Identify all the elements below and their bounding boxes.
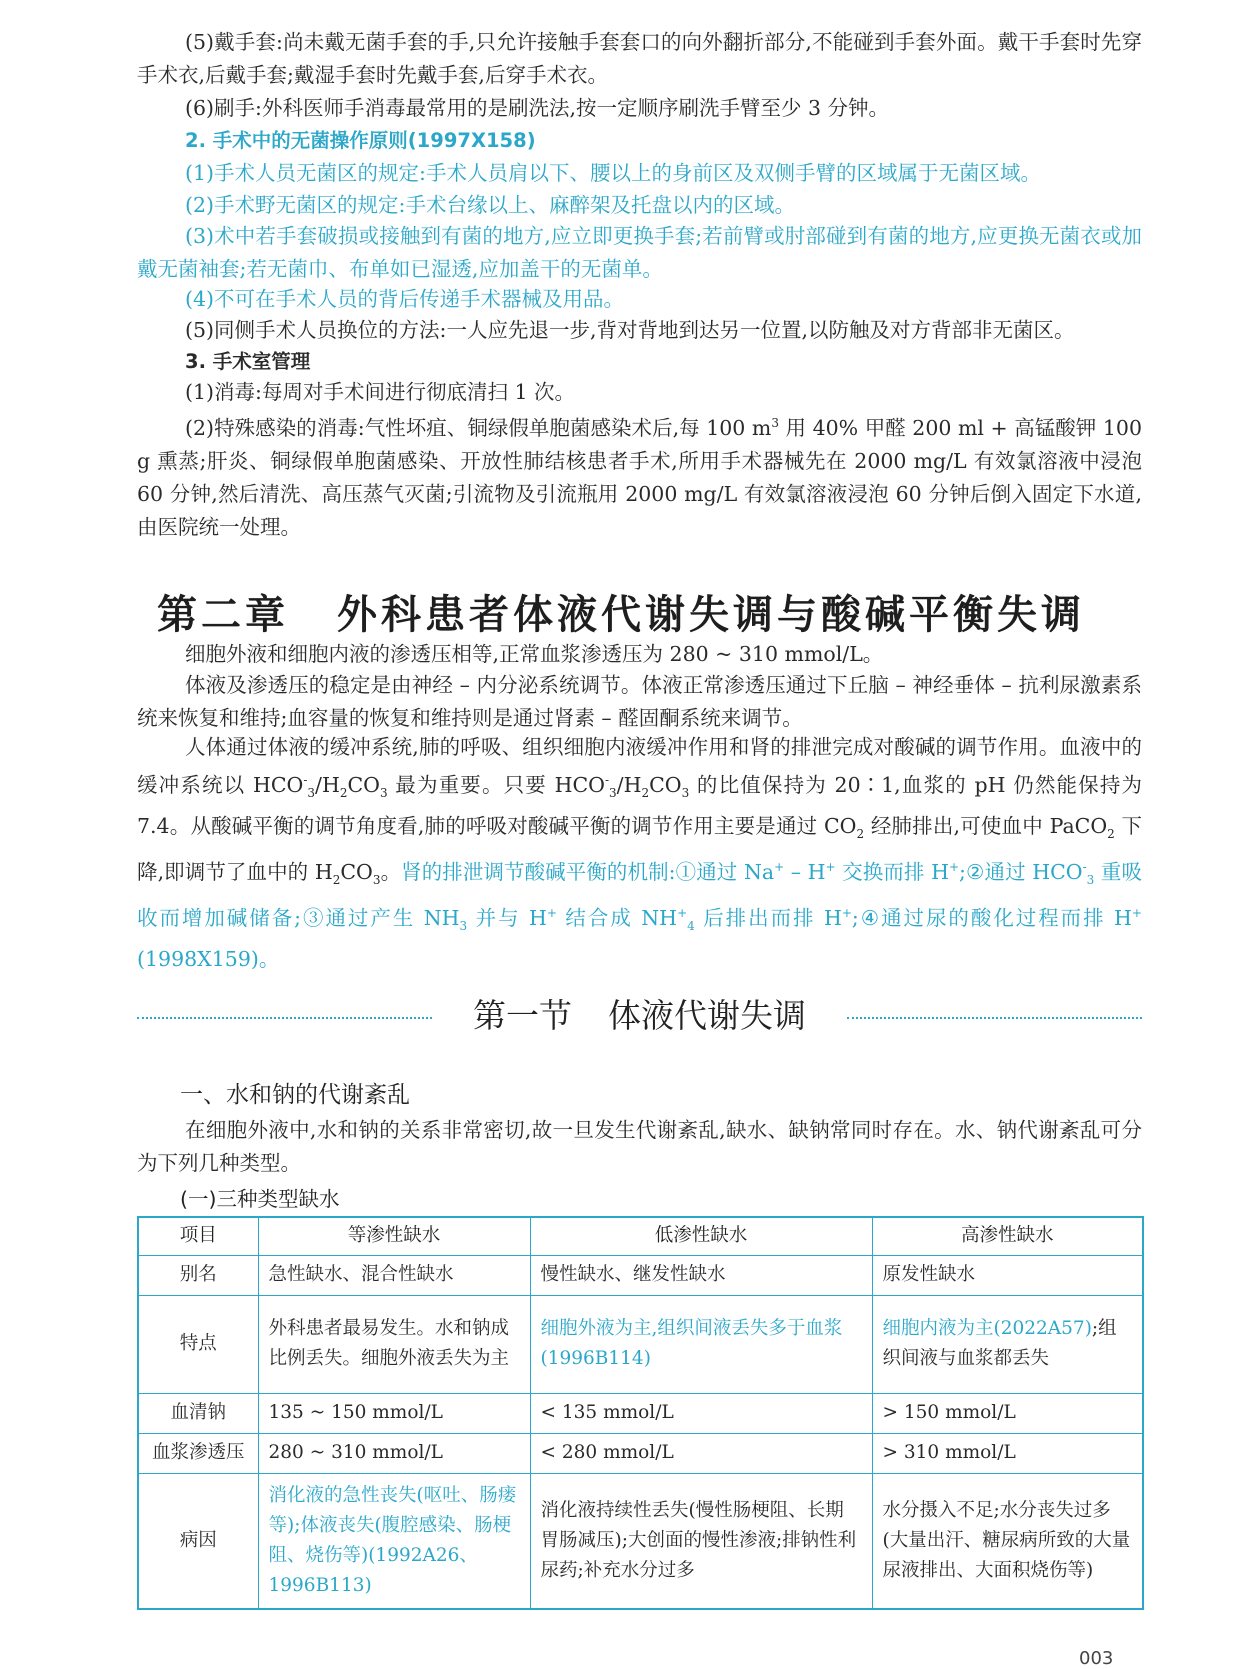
heading-dehydration-types: (一)三种类型缺水 (180, 1187, 340, 1211)
table-cell: 280 ~ 310 mmol/L (258, 1433, 530, 1473)
table-row (138, 1295, 1143, 1393)
table-header-cell: 项目 (138, 1217, 258, 1255)
table-row (138, 1473, 1143, 1609)
table-header-cell: 低渗性缺水 (530, 1217, 872, 1255)
table-cell: < 280 mmol/L (530, 1433, 872, 1473)
section-header (137, 990, 1142, 1036)
paragraph-sterile-5: (5)同侧手术人员换位的方法:一人应先退一步,背对背地到达另一位置,以防触及对方背部非无菌区。 (185, 318, 1075, 342)
page-number: 003 (1079, 1648, 1114, 1669)
table-cell: 消化液的急性丧失(呕吐、肠瘘等);体液丧失(腹腔感染、肠梗阻、烧伤等)(1992A26、1996B113) (258, 1473, 530, 1609)
paragraph-special-infection: (2)特殊感染的消毒:气性坏疽、铜绿假单胞菌感染术后,每 100 $m^3$ 用 40% 甲醛 200 ml + 高锰酸钾 100 g 熏蒸;肝炎、铜绿假单胞菌感染、开放性肺结核患者手术,所用手术器械先在 2000 mg/L 有效氯溶液中浸泡 60 分钟,然后清洗、高压蒸气灭菌;引流物及引流瓶用 2000 mg/L 有效氯溶液浸泡 60 分钟后倒入固定下水道,由医院统一处理。 (137, 415, 1143, 539)
heading-water-sodium: 一、水和钠的代谢紊乱 (180, 1082, 410, 1108)
chapter-title: 第二章 外科患者体液代谢失调与酸碱平衡失调 (157, 591, 1085, 638)
paragraph-sterile-1: (1)手术人员无菌区的规定:手术人员肩以下、腰以上的身前区及双侧手臂的区域属于无菌区域。 (185, 161, 1041, 185)
section-title: 第一节 体液代谢失调 (473, 996, 806, 1035)
heading-or-management: 3. 手术室管理 (185, 350, 311, 373)
table-cell: 细胞内液为主(2022A57);组织间液与血浆都丢失 (872, 1295, 1143, 1393)
row-label: 病因 (138, 1473, 258, 1609)
row-label: 血清钠 (138, 1393, 258, 1433)
paragraph-sterile-2: (2)手术野无菌区的规定:手术台缘以上、麻醉架及托盘以内的区域。 (185, 193, 795, 217)
table-cell: > 150 mmol/L (872, 1393, 1143, 1433)
table-cell: 细胞外液为主,组织间液丢失多于血浆(1996B114) (530, 1295, 872, 1393)
row-label: 特点 (138, 1295, 258, 1393)
paragraph-sterile-4: (4)不可在手术人员的背后传递手术器械及用品。 (185, 287, 625, 311)
paragraph-acid-base: 人体通过体液的缓冲系统,肺的呼吸、组织细胞内液缓冲作用和肾的排泄完成对酸碱的调节作用。血液中的缓冲系统以 $HCO^-_3/H_2CO_3$ 最为重要。只要 $HCO^-_3/H_2CO_3$ 的比值保持为 20∶1,血浆的 pH 仍然能保持为 7.4。从酸碱平衡的调节角度看,肺的呼吸对酸碱平衡的调节作用主要是通过 $CO_2$ 经肺排出,可使血中 PaCO$_2$ 下降,即调节了血中的 $H_2CO_3$。肾的排泄调节酸碱平衡的机制:①通过 Na+ – H+ 交换而排 H+;②通过 $HCO^-_3$ 重吸收而增加碱储备;③通过产生 $NH_3$ 并与 H+ 结合成 $NH^+_4$ 后排出而排 H+;④通过尿的酸化过程而排 H+(1998X159)。 (137, 735, 1142, 971)
table-cell: < 135 mmol/L (530, 1393, 872, 1433)
table-cell: 急性缺水、混合性缺水 (258, 1255, 530, 1295)
heading-sterile-principles: 2. 手术中的无菌操作原则(1997X158) (185, 129, 536, 152)
table-cell: 原发性缺水 (872, 1255, 1143, 1295)
table-row (138, 1255, 1143, 1295)
dehydration-table (137, 1216, 1144, 1610)
table-cell: 水分摄入不足;水分丧失过多(大量出汗、糖尿病所致的大量尿液排出、大面积烧伤等) (872, 1473, 1143, 1609)
table-row (138, 1393, 1143, 1433)
paragraph-disinfection: (1)消毒:每周对手术间进行彻底清扫 1 次。 (185, 380, 576, 404)
row-label: 别名 (138, 1255, 258, 1295)
table-cell: 慢性缺水、继发性缺水 (530, 1255, 872, 1295)
table-cell: 外科患者最易发生。水和钠成比例丢失。细胞外液丢失为主 (258, 1295, 530, 1393)
paragraph-scrub: (6)刷手:外科医师手消毒最常用的是刷洗法,按一定顺序刷洗手臂至少 3 分钟。 (185, 96, 890, 120)
row-label: 血浆渗透压 (138, 1433, 258, 1473)
paragraph-sterile-3: (3)术中若手套破损或接触到有菌的地方,应立即更换手套;若前臂或肘部碰到有菌的地方,应更换无菌衣或加戴无菌袖套;若无菌巾、布单如已湿透,应加盖干的无菌单。 (137, 224, 1142, 281)
paragraph-osmotic: 细胞外液和细胞内液的渗透压相等,正常血浆渗透压为 280 ~ 310 mmol/L。 (185, 642, 884, 666)
paragraph-gloves: (5)戴手套:尚未戴无菌手套的手,只允许接触手套套口的向外翻折部分,不能碰到手套外面。戴干手套时先穿手术衣,后戴手套;戴湿手套时先戴手套,后穿手术衣。 (137, 30, 1142, 87)
table-cell: 消化液持续性丢失(慢性肠梗阻、长期胃肠减压);大创面的慢性渗液;排钠性利尿药;补充水分过多 (530, 1473, 872, 1609)
paragraph-water-sodium: 在细胞外液中,水和钠的关系非常密切,故一旦发生代谢紊乱,缺水、缺钠常同时存在。水、钠代谢紊乱可分为下列几种类型。 (137, 1118, 1142, 1175)
table-cell: > 310 mmol/L (872, 1433, 1143, 1473)
table-header-cell: 高渗性缺水 (872, 1217, 1143, 1255)
table-row (138, 1433, 1143, 1473)
table-header-row (138, 1217, 1143, 1255)
paragraph-regulation: 体液及渗透压的稳定是由神经 – 内分泌系统调节。体液正常渗透压通过下丘脑 – 神经垂体 – 抗利尿激素系统来恢复和维持;血容量的恢复和维持则是通过肾素 – 醛固酮系统来调节。 (137, 673, 1142, 730)
table-cell: 135 ~ 150 mmol/L (258, 1393, 530, 1433)
table-header-cell: 等渗性缺水 (258, 1217, 530, 1255)
